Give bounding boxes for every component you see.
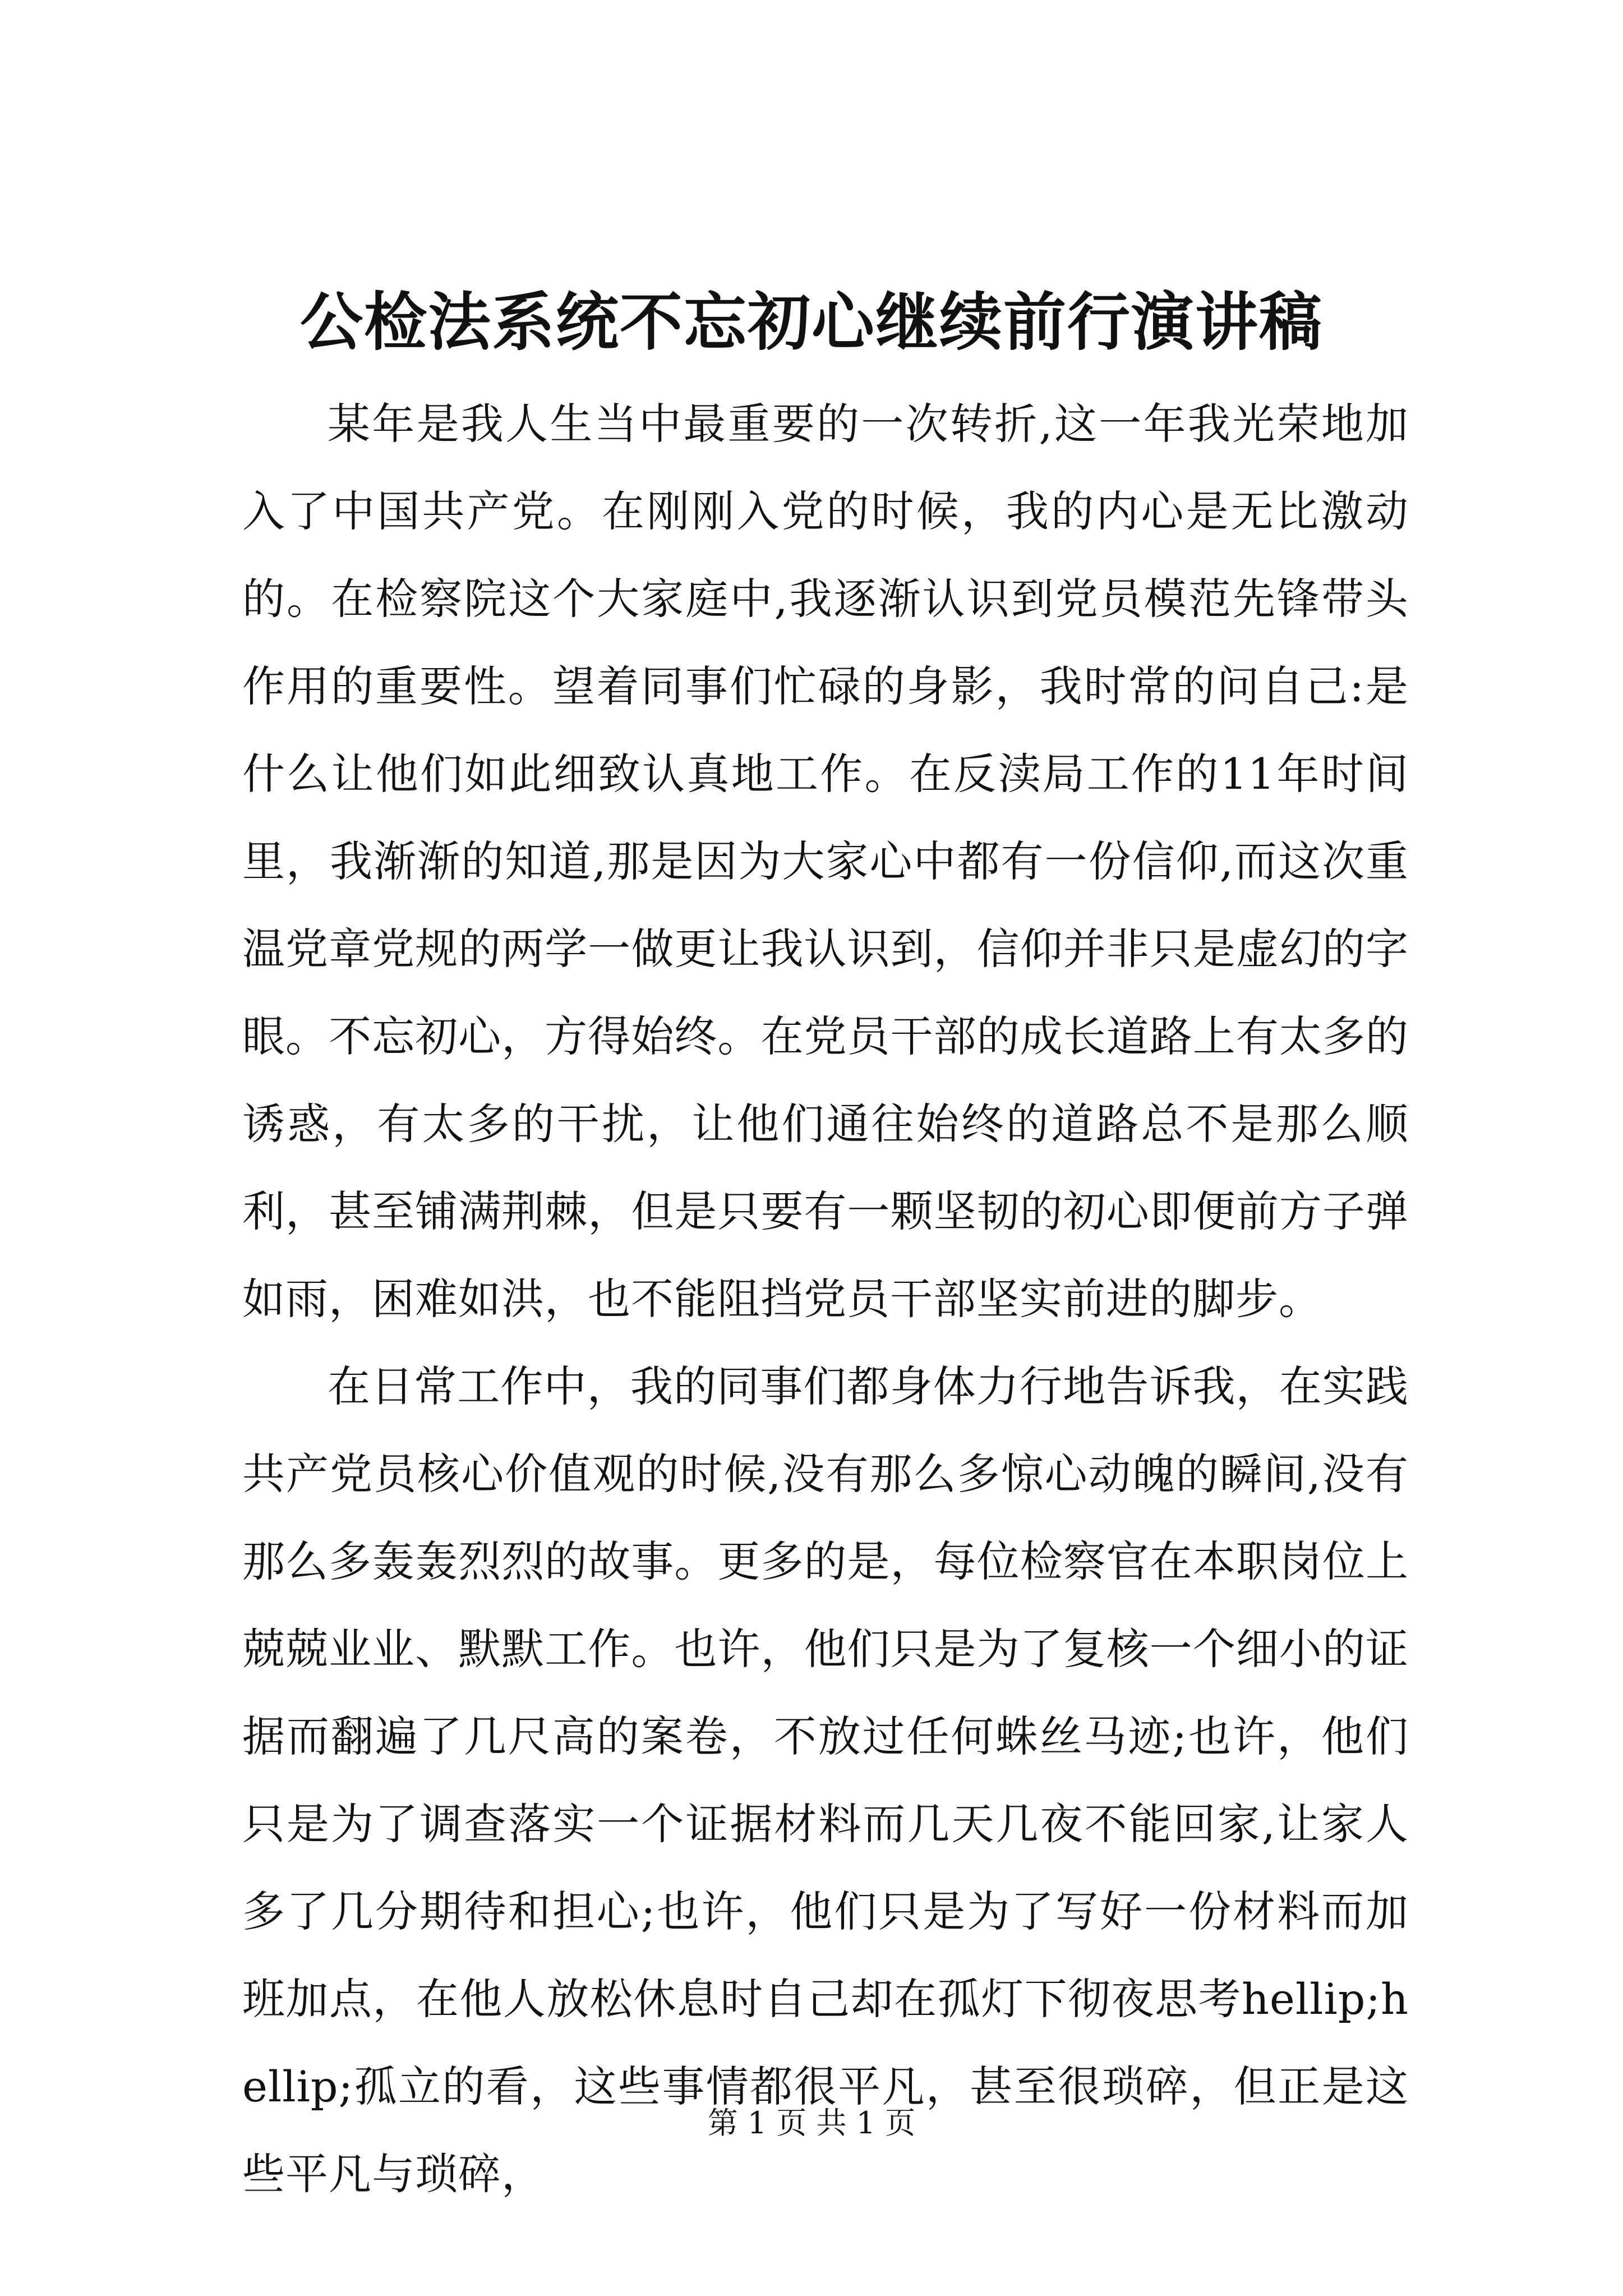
page-number-footer: 第 1 页 共 1 页 bbox=[707, 2105, 916, 2141]
paragraph-1: 某年是我人生当中最重要的一次转折,这一年我光荣地加入了中国共产党。在刚刚入党的时候，我的内心是无比激动的。在检察院这个大家庭中,我逐渐认识到党员模范先锋带头作用的重要性。望着同事们忙碌的身影，我时常的问自己:是什么让他们如此细致认真地工作。在反渎局工作的11年时间里，我渐渐的知道,那是因为大家心中都有一份信仰,而这次重温党章党规的两学一做更让我认识到，信仰并非只是虚幻的字眼。不忘初心，方得始终。在党员干部的成长道路上有太多的诱惑，有太多的干扰，让他们通往始终的道路总不是那么顺利，甚至铺满荆棘，但是只要有一颗坚韧的初心即便前方子弹如雨，困难如洪，也不能阻挡党员干部坚实前进的脚步。 bbox=[242, 399, 1409, 1324]
document-body bbox=[242, 380, 1409, 2218]
paragraph-2: 在日常工作中，我的同事们都身体力行地告诉我，在实践共产党员核心价值观的时候,没有那么多惊心动魄的瞬间,没有那么多轰轰烈烈的故事。更多的是，每位检察官在本职岗位上兢兢业业、默默工作。也许，他们只是为了复核一个细小的证据而翻遍了几尺高的案卷，不放过任何蛛丝马迹;也许，他们只是为了调查落实一个证据材料而几天几夜不能回家,让家人多了几分期待和担心;也许，他们只是为了写好一份材料而加班加点，在他人放松休息时自己却在孤灯下彻夜思考hellip;hellip;孤立的看，这些事情都很平凡，甚至很琐碎，但正是这些平凡与琐碎， bbox=[242, 1361, 1409, 2199]
document-title: 公检法系统不忘初心继续前行演讲稿 bbox=[300, 286, 1323, 359]
